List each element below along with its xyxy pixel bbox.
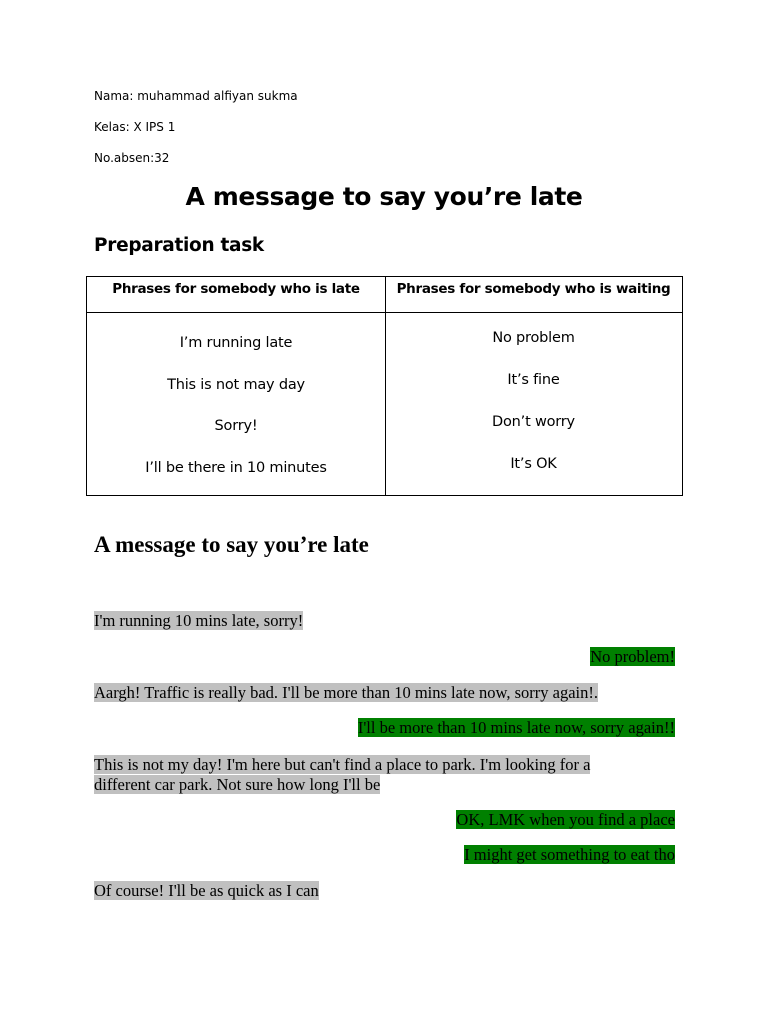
late-phrase: This is not may day bbox=[167, 377, 305, 393]
waiting-phrase: Don’t worry bbox=[492, 414, 575, 430]
message-sent bbox=[94, 881, 654, 901]
late-phrase: Sorry! bbox=[214, 418, 258, 434]
waiting-phrases-column bbox=[385, 277, 682, 495]
late-phrases-column bbox=[87, 277, 386, 495]
message-sent bbox=[94, 611, 654, 631]
page-title: A message to say you’re late bbox=[185, 182, 583, 211]
late-phrase: I’m running late bbox=[179, 335, 293, 351]
conversation-heading: A message to say you’re late bbox=[94, 532, 369, 557]
phrases-table bbox=[86, 276, 683, 496]
message-text: I'll be more than 10 mins late now, sorry again!! bbox=[357, 718, 675, 737]
message-reply bbox=[115, 718, 675, 738]
late-column-header: Phrases for somebody who is late bbox=[112, 281, 360, 297]
preparation-heading: Preparation task bbox=[94, 235, 264, 256]
message-text: This is not my day! I'm here but can't find a place to park. I'm looking for a different car park. Not sure how long I'll be bbox=[94, 755, 591, 794]
message-sent bbox=[94, 755, 634, 794]
message-reply bbox=[115, 647, 675, 667]
message-sent bbox=[94, 683, 674, 703]
waiting-column-header: Phrases for somebody who is waiting bbox=[396, 281, 671, 297]
student-number: No.absen:32 bbox=[94, 151, 170, 165]
message-text: Of course! I'll be as quick as I can bbox=[94, 881, 319, 900]
message-text: I might get something to eat tho bbox=[464, 845, 675, 864]
message-text: Aargh! Traffic is really bad. I'll be more than 10 mins late now, sorry again!. bbox=[94, 683, 598, 702]
student-name: Nama: muhammad alfiyan sukma bbox=[94, 89, 298, 103]
late-phrase: I’ll be there in 10 minutes bbox=[145, 460, 327, 476]
waiting-phrase: It’s OK bbox=[510, 456, 557, 472]
message-text: No problem! bbox=[590, 647, 675, 666]
student-class: Kelas: X IPS 1 bbox=[94, 120, 176, 134]
message-reply bbox=[115, 845, 675, 865]
message-text: OK, LMK when you find a place bbox=[456, 810, 675, 829]
message-reply bbox=[115, 810, 675, 830]
waiting-phrase: No problem bbox=[492, 330, 575, 346]
waiting-phrase: It’s fine bbox=[507, 372, 560, 388]
message-text: I'm running 10 mins late, sorry! bbox=[94, 611, 304, 630]
